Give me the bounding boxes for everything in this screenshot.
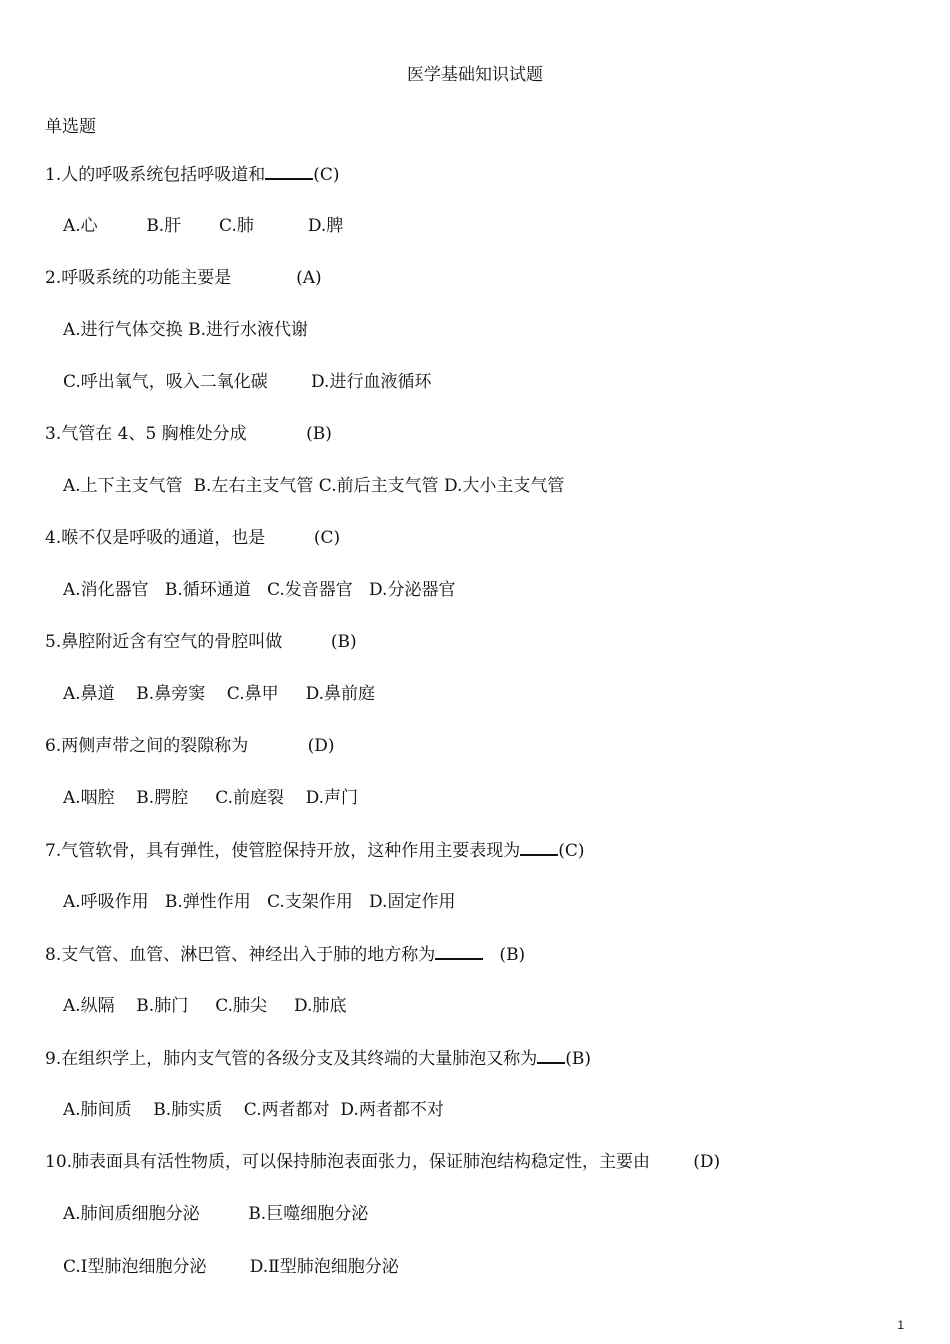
question-text: 1.人的呼吸系统包括呼吸道和	[45, 165, 266, 185]
answer-key: (C)	[558, 841, 585, 861]
question-options: A.咽腔 B.腭腔 C.前庭裂 D.声门	[63, 788, 359, 808]
question-options: A.上下主支气管 B.左右主支气管 C.前后主支气管 D.大小主支气管	[63, 476, 565, 496]
question-options: C.Ⅰ型肺泡细胞分泌 D.Ⅱ型肺泡细胞分泌	[63, 1257, 399, 1277]
question-stem	[45, 838, 585, 863]
question-options: A.肺间质细胞分泌 B.巨噬细胞分泌	[63, 1204, 369, 1224]
page-number: 1	[897, 1318, 904, 1332]
question-stem	[45, 162, 340, 187]
question-options: A.心 B.肝 C.肺 D.脾	[63, 216, 344, 236]
question-options: A.肺间质 B.肺实质 C.两者都对 D.两者都不对	[63, 1100, 444, 1120]
question-stem: 2.呼吸系统的功能主要是 (A)	[45, 268, 322, 288]
question-stem	[45, 942, 525, 967]
document-title: 医学基础知识试题	[407, 65, 543, 85]
question-options: A.进行气体交换 B.进行水液代谢	[63, 320, 308, 340]
question-stem: 5.鼻腔附近含有空气的骨腔叫做 (B)	[45, 632, 357, 652]
question-options: A.呼吸作用 B.弹性作用 C.支架作用 D.固定作用	[63, 892, 456, 912]
question-stem: 6.两侧声带之间的裂隙称为 (D)	[45, 736, 335, 756]
question-options: C.呼出氧气，吸入二氧化碳 D.进行血液循环	[63, 372, 432, 392]
answer-blank	[435, 942, 483, 960]
section-heading: 单选题	[45, 117, 96, 137]
question-text: 8.支气管、血管、淋巴管、神经出入于肺的地方称为	[45, 945, 436, 965]
question-stem: 4.喉不仅是呼吸的通道，也是 (C)	[45, 528, 341, 548]
question-stem: 10.肺表面具有活性物质，可以保持肺泡表面张力，保证肺泡结构稳定性，主要由 (D)	[45, 1152, 721, 1172]
answer-key: (B)	[483, 945, 526, 965]
answer-blank	[520, 838, 558, 856]
question-text: 7.气管软骨，具有弹性，使管腔保持开放，这种作用主要表现为	[45, 841, 521, 861]
question-stem: 3.气管在 4、5 胸椎处分成 (B)	[45, 424, 332, 444]
answer-key: (C)	[313, 165, 340, 185]
question-options: A.消化器官 B.循环通道 C.发音器官 D.分泌器官	[63, 580, 456, 600]
answer-key: (B)	[565, 1049, 591, 1069]
question-text: 9.在组织学上，肺内支气管的各级分支及其终端的大量肺泡又称为	[45, 1049, 538, 1069]
answer-blank	[265, 162, 313, 180]
answer-blank	[537, 1046, 565, 1064]
question-options: A.纵隔 B.肺门 C.肺尖 D.肺底	[63, 996, 347, 1016]
question-stem	[45, 1046, 591, 1071]
question-options: A.鼻道 B.鼻旁窦 C.鼻甲 D.鼻前庭	[63, 684, 376, 704]
